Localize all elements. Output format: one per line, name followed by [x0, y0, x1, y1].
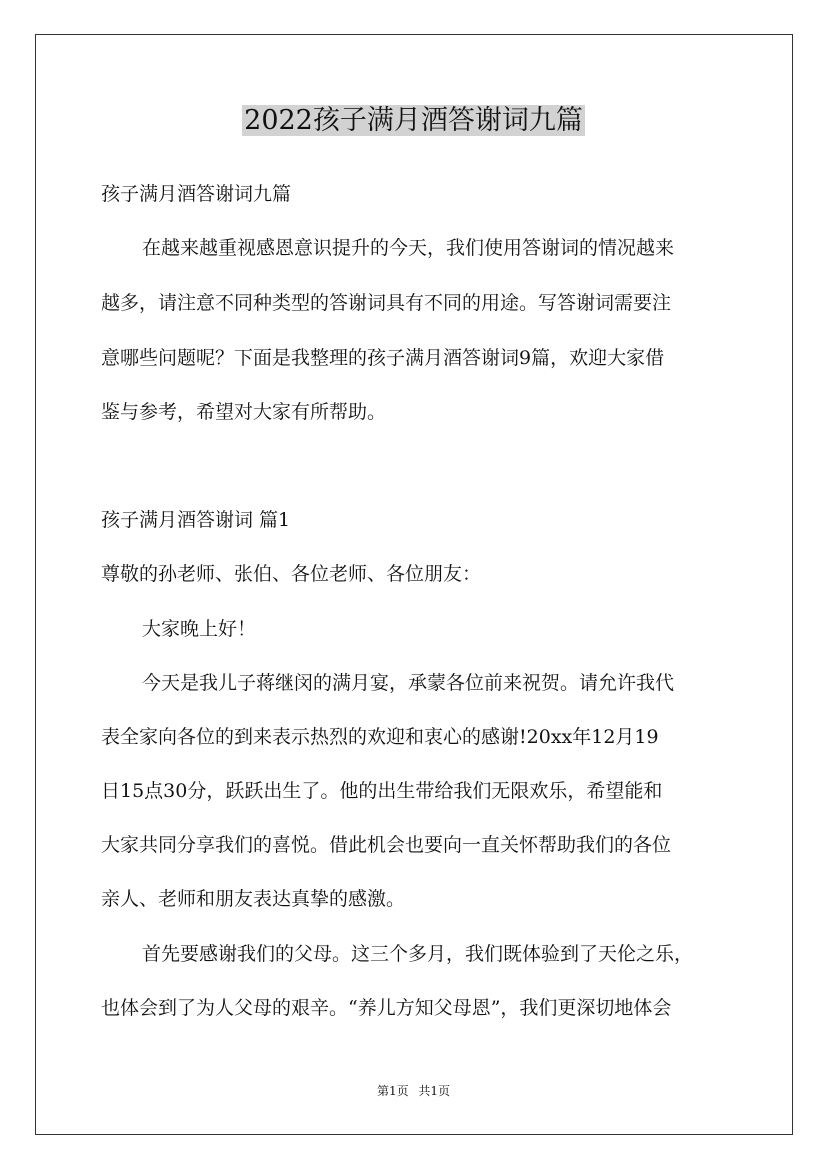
subtitle-line: 孩子满月酒答谢词九篇	[101, 183, 292, 205]
body-line-3: 日15点30分，跃跃出生了。他的出生带给我们无限欢乐，希望能和	[101, 780, 663, 802]
body-line-6: 首先要感谢我们的父母。这三个多月，我们既体验到了天伦之乐，	[142, 943, 694, 965]
page-number: 第1页	[376, 1084, 409, 1098]
body-line-2: 表全家向各位的到来表示热烈的欢迎和衷心的感谢!20xx年12月19	[101, 726, 659, 748]
intro-line-4: 鉴与参考，希望对大家有所帮助。	[101, 401, 387, 423]
document-title	[0, 101, 827, 141]
body-line-7: 也体会到了为人父母的艰辛。“养儿方知父母恩”，我们更深切地体会	[101, 997, 672, 1019]
page-total: 共1页	[418, 1084, 451, 1098]
body-line-5: 亲人、老师和朋友表达真挚的感激。	[101, 888, 406, 910]
intro-line-2: 越多，请注意不同种类型的答谢词具有不同的用途。写答谢词需要注	[101, 292, 672, 314]
body-line-4: 大家共同分享我们的喜悦。借此机会也要向一直关怀帮助我们的各位	[101, 834, 672, 856]
greeting-line: 大家晚上好！	[142, 618, 257, 640]
section-heading: 孩子满月酒答谢词 篇1	[101, 509, 291, 531]
intro-line-1: 在越来越重视感恩意识提升的今天，我们使用答谢词的情况越来	[142, 237, 675, 259]
body-line-1: 今天是我儿子蒋继闵的满月宴，承蒙各位前来祝贺。请允许我代	[142, 672, 675, 694]
intro-line-3: 意哪些问题呢？下面是我整理的孩子满月酒答谢词9篇，欢迎大家借	[101, 347, 665, 369]
salutation-line: 尊敬的孙老师、张伯、各位老师、各位朋友：	[101, 563, 482, 585]
page-footer	[0, 1083, 827, 1099]
document-title-text: 2022孩子满月酒答谢词九篇	[244, 105, 583, 136]
